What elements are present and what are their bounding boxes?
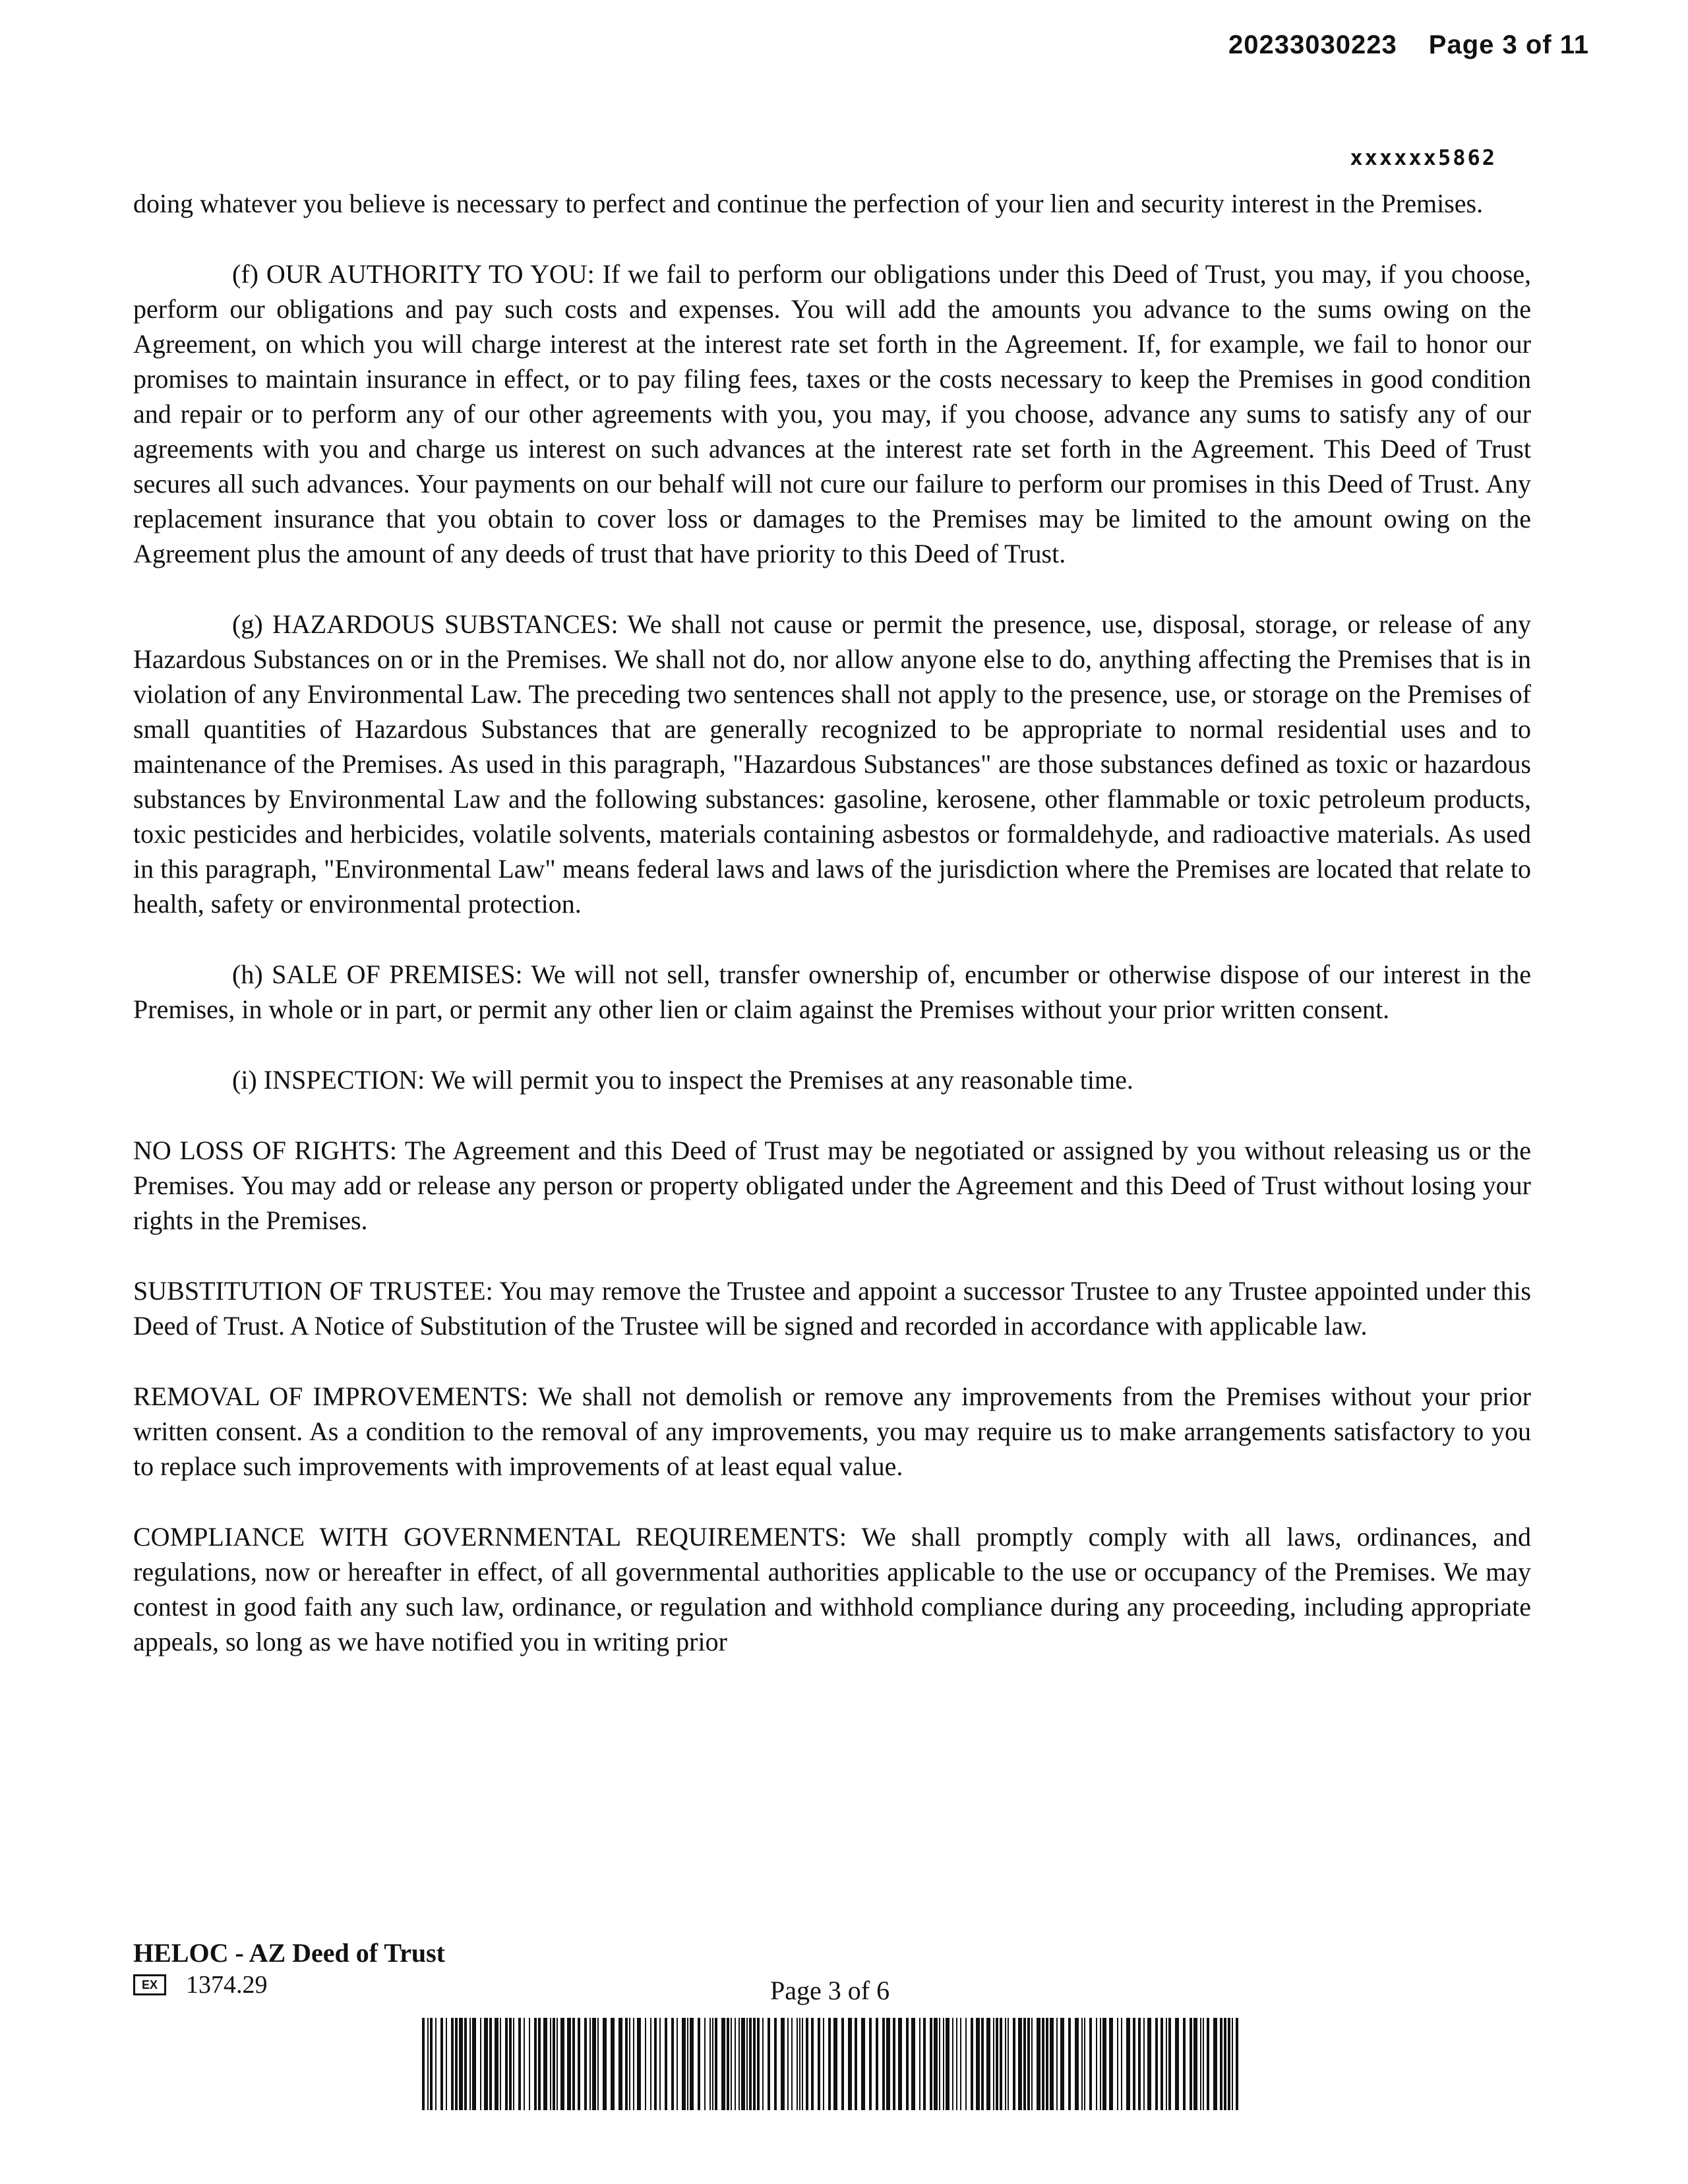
- barcode-bar: [1050, 2018, 1054, 2110]
- barcode-bar: [741, 2018, 745, 2110]
- barcode-bar: [1155, 2018, 1158, 2110]
- barcode-bar: [811, 2018, 814, 2110]
- barcode-bar: [946, 2018, 950, 2110]
- barcode-bar: [567, 2018, 571, 2110]
- paragraph-substitution-of-trustee: SUBSTITUTION OF TRUSTEE: You may remove the Trustee and appoint a successor Trustee to any Trustee appointed under this Deed of Trust. A Notice of Substitution of the Trustee will be signed and recorded in accordance with applicable law.: [133, 1276, 1531, 1341]
- paragraph-hazardous-substances: (g) HAZARDOUS SUBSTANCES: We shall not cause or permit the presence, use, disposal, storage, or release of any Hazardous Substances on or in the Premises. We shall not do, nor allow anyone else to do, anything affecting the Premises that is in violation of any Environmental Law. The preceding two sentences shall not apply to the presence, use, or storage on the Premises of small quantities of Hazardous Substances that are generally recognized to be appropriate to normal residential uses and to maintenance of the Premises. As used in this paragraph, "Hazardous Substances" are those substances defined as toxic or hazardous substances by Environmental Law and the following substances: gasoline, kerosene, other flammable or toxic petroleum products, toxic pesticides and herbicides, volatile solvents, materials containing asbestos or formaldehyde, and radioactive materials. As used in this paragraph, "Environmental Law" means federal laws and laws of the jurisdiction where the Premises are located that relate to health, safety or environmental protection.: [133, 609, 1531, 919]
- barcode-bar: [698, 2018, 700, 2110]
- barcode-bar: [597, 2018, 599, 2110]
- barcode-bar: [981, 2018, 984, 2110]
- barcode-bar: [451, 2018, 454, 2110]
- barcode-bar: [611, 2018, 615, 2110]
- barcode-bar: [589, 2018, 591, 2110]
- barcode-bar: [715, 2018, 717, 2110]
- barcode-bar: [1220, 2018, 1222, 2110]
- barcode-bar: [633, 2018, 634, 2110]
- barcode-bar: [986, 2018, 990, 2110]
- barcode-bar: [572, 2018, 575, 2110]
- barcode-bar: [934, 2018, 938, 2110]
- barcode-bar: [1000, 2018, 1002, 2110]
- barcode-bar: [427, 2018, 429, 2110]
- barcode-bar: [435, 2018, 437, 2110]
- barcode-bar: [1121, 2018, 1122, 2110]
- barcode-bar: [976, 2018, 980, 2110]
- barcode-bar: [1081, 2018, 1083, 2110]
- barcode-bar: [1228, 2018, 1230, 2110]
- barcode-bar: [430, 2018, 433, 2110]
- barcode-bar: [746, 2018, 748, 2110]
- barcode-bar: [592, 2018, 596, 2110]
- barcode: [422, 2018, 1240, 2110]
- barcode-bar: [828, 2018, 831, 2110]
- barcode-bar: [1005, 2018, 1006, 2110]
- barcode-bar: [1031, 2018, 1033, 2110]
- barcode-bar: [464, 2018, 467, 2110]
- barcode-bar: [1100, 2018, 1101, 2110]
- form-title: HELOC - AZ Deed of Trust: [133, 1938, 445, 1968]
- barcode-bar: [952, 2018, 953, 2110]
- barcode-bar: [818, 2018, 820, 2110]
- barcode-bar: [1018, 2018, 1022, 2110]
- barcode-bar: [787, 2018, 789, 2110]
- barcode-bar: [906, 2018, 909, 2110]
- barcode-bar: [1060, 2018, 1064, 2110]
- barcode-bar: [1117, 2018, 1118, 2110]
- barcode-bar: [791, 2018, 793, 2110]
- barcode-bar: [1027, 2018, 1030, 2110]
- paragraph-no-loss-of-rights: NO LOSS OF RIGHTS: The Agreement and this Deed of Trust may be negotiated or assigned by you without releasing us or the Premises. You may add or release any person or property obligated under the Agreement and this Deed of Trust without losing your rights in the Premises.: [133, 1136, 1531, 1235]
- barcode-bar: [1042, 2018, 1044, 2110]
- barcode-bar: [930, 2018, 932, 2110]
- barcode-bar: [509, 2018, 512, 2110]
- barcode-bar: [823, 2018, 824, 2110]
- barcode-bar: [529, 2018, 530, 2110]
- barcode-bar: [757, 2018, 760, 2110]
- barcode-bar: [1232, 2018, 1233, 2110]
- barcode-bar: [806, 2018, 808, 2110]
- barcode-bar: [882, 2018, 885, 2110]
- barcode-bar: [659, 2018, 661, 2110]
- barcode-bar: [1200, 2018, 1201, 2110]
- form-code-row: [133, 1970, 268, 1999]
- barcode-bar: [629, 2018, 630, 2110]
- barcode-bar: [650, 2018, 651, 2110]
- barcode-bar: [709, 2018, 711, 2110]
- paragraph-our-authority: (f) OUR AUTHORITY TO YOU: If we fail to perform our obligations under this Deed of Trust, you may, if you choose, perform our obligations and pay such costs and expenses. You will add the amounts you advance to the sums owing on the Agreement, on which you will charge interest at the interest rate set forth in the Agreement. If, for example, we fail to honor our promises to maintain insurance in effect, or to pay filing fees, taxes or the costs necessary to keep the Premises in good condition and repair or to perform any of our other agreements with you, you may, if you choose, advance any sums to satisfy any of our agreements with you and charge us interest on such advances at the interest rate set forth in the Agreement. This Deed of Trust secures all such advances. Your payments on our behalf will not cure our failure to perform our promises in this Deed of Trust. Any replacement insurance that you obtain to cover loss or damages to the Premises may be limited to the amount owing on the Agreement plus the amount of any deeds of trust that have priority to this Deed of Trust.: [133, 259, 1531, 568]
- barcode-bar: [960, 2018, 961, 2110]
- barcode-bar: [965, 2018, 967, 2110]
- barcode-bar: [1143, 2018, 1145, 2110]
- barcode-bar: [1236, 2018, 1238, 2110]
- barcode-bar: [538, 2018, 541, 2110]
- barcode-bar: [731, 2018, 732, 2110]
- barcode-bar: [671, 2018, 674, 2110]
- barcode-bar: [553, 2018, 555, 2110]
- barcode-bar: [841, 2018, 844, 2110]
- barcode-bar: [618, 2018, 622, 2110]
- barcode-bar: [768, 2018, 770, 2110]
- barcode-bar: [1160, 2018, 1163, 2110]
- barcode-bar: [524, 2018, 525, 2110]
- barcode-bar: [480, 2018, 481, 2110]
- barcode-bar: [923, 2018, 926, 2110]
- form-page-label: Page 3 of 6: [770, 1976, 890, 2005]
- barcode-bar: [1037, 2018, 1040, 2110]
- barcode-bar: [1008, 2018, 1009, 2110]
- barcode-bar: [738, 2018, 740, 2110]
- barcode-bar: [1190, 2018, 1192, 2110]
- barcode-bar: [1084, 2018, 1085, 2110]
- barcode-bar: [500, 2018, 501, 2110]
- barcode-bar: [484, 2018, 488, 2110]
- barcode-bar: [735, 2018, 736, 2110]
- barcode-bar: [1102, 2018, 1106, 2110]
- barcode-bar: [799, 2018, 800, 2110]
- barcode-bar: [802, 2018, 803, 2110]
- barcode-bar: [1213, 2018, 1217, 2110]
- barcode-bar: [459, 2018, 463, 2110]
- barcode-bar: [956, 2018, 957, 2110]
- barcode-bar: [781, 2018, 785, 2110]
- barcode-bar: [422, 2018, 425, 2110]
- barcode-bar: [1109, 2018, 1113, 2110]
- barcode-bar: [560, 2018, 564, 2110]
- barcode-bar: [762, 2018, 764, 2110]
- barcode-bar: [1207, 2018, 1209, 2110]
- barcode-bar: [543, 2018, 547, 2110]
- barcode-bar: [749, 2018, 752, 2110]
- barcode-bar: [1023, 2018, 1026, 2110]
- barcode-bar: [603, 2018, 607, 2110]
- barcode-bar: [1166, 2018, 1167, 2110]
- barcode-bar: [690, 2018, 694, 2110]
- barcode-bar: [993, 2018, 994, 2110]
- barcode-bar: [455, 2018, 458, 2110]
- barcode-bar: [971, 2018, 973, 2110]
- barcode-bar: [996, 2018, 998, 2110]
- barcode-bar: [1183, 2018, 1186, 2110]
- barcode-bar: [1046, 2018, 1048, 2110]
- recording-header: [1228, 30, 1589, 60]
- document-number: 20233030223: [1228, 30, 1397, 59]
- paragraph-inspection: (i) INSPECTION: We will permit you to inspect the Premises at any reasonable time.: [232, 1065, 1133, 1095]
- barcode-bar: [625, 2018, 628, 2110]
- paragraph-removal-of-improvements: REMOVAL OF IMPROVEMENTS: We shall not demolish or remove any improvements from the Premises without your prior written consent. As a condition to the removal of any improvements, you may require us to make arrangements satisfactory to you to replace such improvements with improvements of at least equal value.: [133, 1381, 1531, 1481]
- barcode-bar: [712, 2018, 713, 2110]
- barcode-bar: [861, 2018, 865, 2110]
- barcode-bar: [1203, 2018, 1204, 2110]
- barcode-bar: [943, 2018, 944, 2110]
- barcode-bar: [855, 2018, 857, 2110]
- barcode-bar: [919, 2018, 920, 2110]
- barcode-bar: [534, 2018, 537, 2110]
- document-body: [133, 186, 1531, 1695]
- barcode-bar: [848, 2018, 852, 2110]
- barcode-bar: [682, 2018, 686, 2110]
- barcode-bar: [797, 2018, 798, 2110]
- barcode-bar: [637, 2018, 641, 2110]
- barcode-bar: [1168, 2018, 1171, 2110]
- barcode-bar: [557, 2018, 558, 2110]
- barcode-bar: [645, 2018, 646, 2110]
- barcode-bar: [472, 2018, 476, 2110]
- paragraph-compliance: COMPLIANCE WITH GOVERNMENTAL REQUIREMENTS: We shall promptly comply with all laws, ordinances, and regulations, now or hereafter in effect, of all governmental authorities applicable to the use or occupancy of the Premises. We may contest in good faith any such law, ordinance, or regulation and withhold compliance during any proceeding, including appropriate appeals, so long as we have notified you in writing prior: [133, 1522, 1531, 1656]
- barcode-bar: [505, 2018, 508, 2110]
- barcode-bar: [687, 2018, 688, 2110]
- barcode-bar: [677, 2018, 678, 2110]
- barcode-bar: [518, 2018, 521, 2110]
- barcode-bar: [1175, 2018, 1179, 2110]
- recording-page-label: Page 3 of 11: [1428, 30, 1589, 59]
- barcode-bar: [1138, 2018, 1141, 2110]
- barcode-bar: [704, 2018, 706, 2110]
- paragraph-continuation: doing whatever you believe is necessary to perfect and continue the perfection of your lien and security interest in the Premises.: [133, 189, 1484, 218]
- barcode-bar: [898, 2018, 902, 2110]
- paragraph-sale-of-premises: (h) SALE OF PREMISES: We will not sell, transfer ownership of, encumber or otherwise dispose of our interest in the Premises, in whole or in part, or permit any other lien or claim against the Premises without your prior written consent.: [133, 959, 1531, 1024]
- barcode-bar: [1013, 2018, 1015, 2110]
- barcode-bar: [886, 2018, 890, 2110]
- barcode-bar: [1133, 2018, 1135, 2110]
- form-code: 1374.29: [186, 1971, 268, 1999]
- barcode-bar: [911, 2018, 915, 2110]
- barcode-bar: [495, 2018, 498, 2110]
- barcode-bar: [1193, 2018, 1197, 2110]
- barcode-bar: [1126, 2018, 1130, 2110]
- barcode-bar: [513, 2018, 514, 2110]
- barcode-bar: [1056, 2018, 1058, 2110]
- barcode-bar: [654, 2018, 657, 2110]
- barcode-bar: [1147, 2018, 1151, 2110]
- barcode-bar: [753, 2018, 756, 2110]
- barcode-bar: [721, 2018, 725, 2110]
- barcode-bar: [446, 2018, 447, 2110]
- barcode-bar: [869, 2018, 872, 2110]
- barcode-bar: [893, 2018, 895, 2110]
- barcode-bar: [876, 2018, 878, 2110]
- ex-form-icon: EX: [133, 1974, 166, 1995]
- barcode-bar: [584, 2018, 587, 2110]
- barcode-bar: [469, 2018, 471, 2110]
- barcode-bar: [833, 2018, 837, 2110]
- barcode-bar: [1224, 2018, 1226, 2110]
- barcode-bar: [774, 2018, 777, 2110]
- barcode-bar: [1075, 2018, 1079, 2110]
- barcode-bar: [578, 2018, 580, 2110]
- barcode-bar: [489, 2018, 492, 2110]
- barcode-bar: [1096, 2018, 1097, 2110]
- barcode-bar: [727, 2018, 729, 2110]
- barcode-bar: [550, 2018, 551, 2110]
- barcode-bar: [440, 2018, 443, 2110]
- barcode-bar: [939, 2018, 940, 2110]
- barcode-bar: [1089, 2018, 1092, 2110]
- barcode-bar: [665, 2018, 667, 2110]
- account-number: xxxxxx5862: [1350, 145, 1497, 170]
- barcode-bar: [1068, 2018, 1071, 2110]
